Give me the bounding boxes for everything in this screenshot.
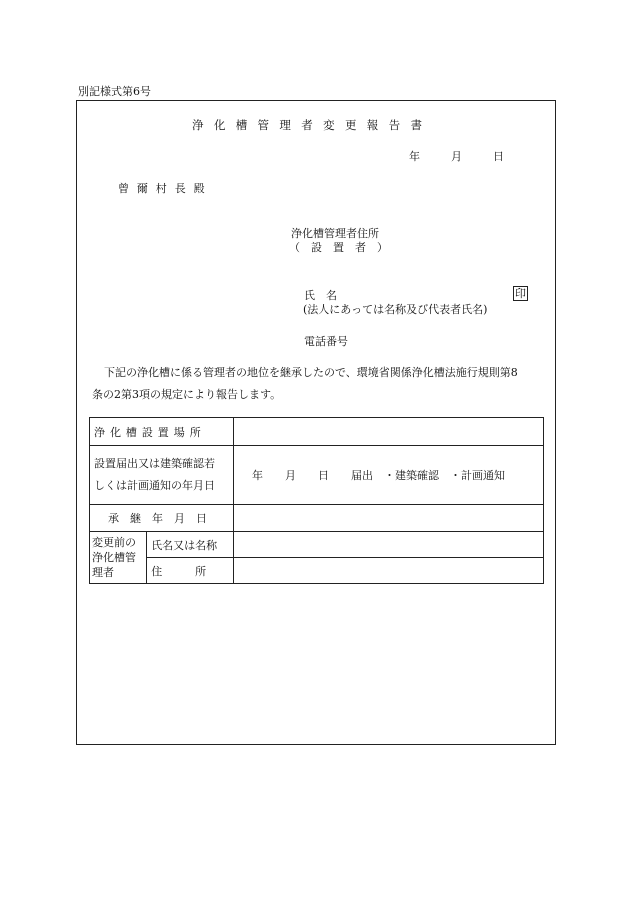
installer-label: （ 設 置 者 ） (289, 241, 388, 254)
info-table (89, 417, 544, 584)
location-label: 浄化槽設置場所 (94, 425, 206, 439)
previous-address-label-cell (147, 558, 234, 584)
notice-value-cell[interactable] (234, 446, 544, 505)
previous-label-line-2: 浄化槽管 (92, 551, 136, 564)
table-row-notice-date (90, 446, 544, 505)
notice-label-line-2: しくは計画通知の年月日 (94, 479, 215, 492)
succession-label: 承 継 年 月 日 (108, 512, 207, 525)
succession-value-cell[interactable] (234, 505, 544, 532)
previous-name-label-cell (147, 532, 234, 558)
location-label-cell (90, 418, 234, 446)
previous-label-line-1: 変更前の (92, 536, 136, 549)
table-row-previous-name (90, 532, 544, 558)
succession-label-cell (90, 505, 234, 532)
body-text-line-1: 下記の浄化槽に係る管理者の地位を継承したので、環境省関係浄化槽法施行規則第8 (104, 366, 518, 379)
seal-mark (513, 286, 528, 301)
table-row-previous-address (90, 558, 544, 584)
location-value-cell[interactable] (234, 418, 544, 446)
previous-address-label: 住 所 (151, 564, 207, 578)
previous-manager-label-cell (90, 532, 147, 584)
phone-label: 電話番号 (304, 335, 348, 348)
form-title: 浄化槽管理者変更報告書 (192, 118, 433, 132)
addressee: 曾 爾 村 長 殿 (118, 182, 207, 195)
manager-name-label: 氏 名 (304, 289, 337, 302)
table-row-succession (90, 505, 544, 532)
notice-label-cell (90, 446, 234, 505)
previous-address-value-cell[interactable] (234, 558, 544, 584)
seal-label: 印 (515, 287, 526, 300)
notice-label-line-1: 設置届出又は建築確認若 (94, 457, 215, 470)
previous-name-value-cell[interactable] (234, 532, 544, 558)
body-text-line-2: 条の2第3項の規定により報告します。 (92, 388, 282, 401)
notice-value-text: 年 月 日 届出 ・建築確認 ・計画通知 (252, 469, 505, 482)
date-month-label: 月 (451, 150, 462, 163)
previous-label-line-3: 理者 (92, 566, 114, 579)
table-row-location (90, 418, 544, 446)
corporation-note: (法人にあっては名称及び代表者氏名) (303, 303, 488, 316)
form-number-label: 別記様式第6号 (78, 85, 151, 98)
previous-name-label: 氏名又は名称 (151, 538, 218, 552)
date-day-label: 日 (493, 150, 504, 163)
date-line (409, 148, 504, 164)
manager-address-label: 浄化槽管理者住所 (291, 227, 379, 240)
date-year-label: 年 (409, 150, 420, 163)
